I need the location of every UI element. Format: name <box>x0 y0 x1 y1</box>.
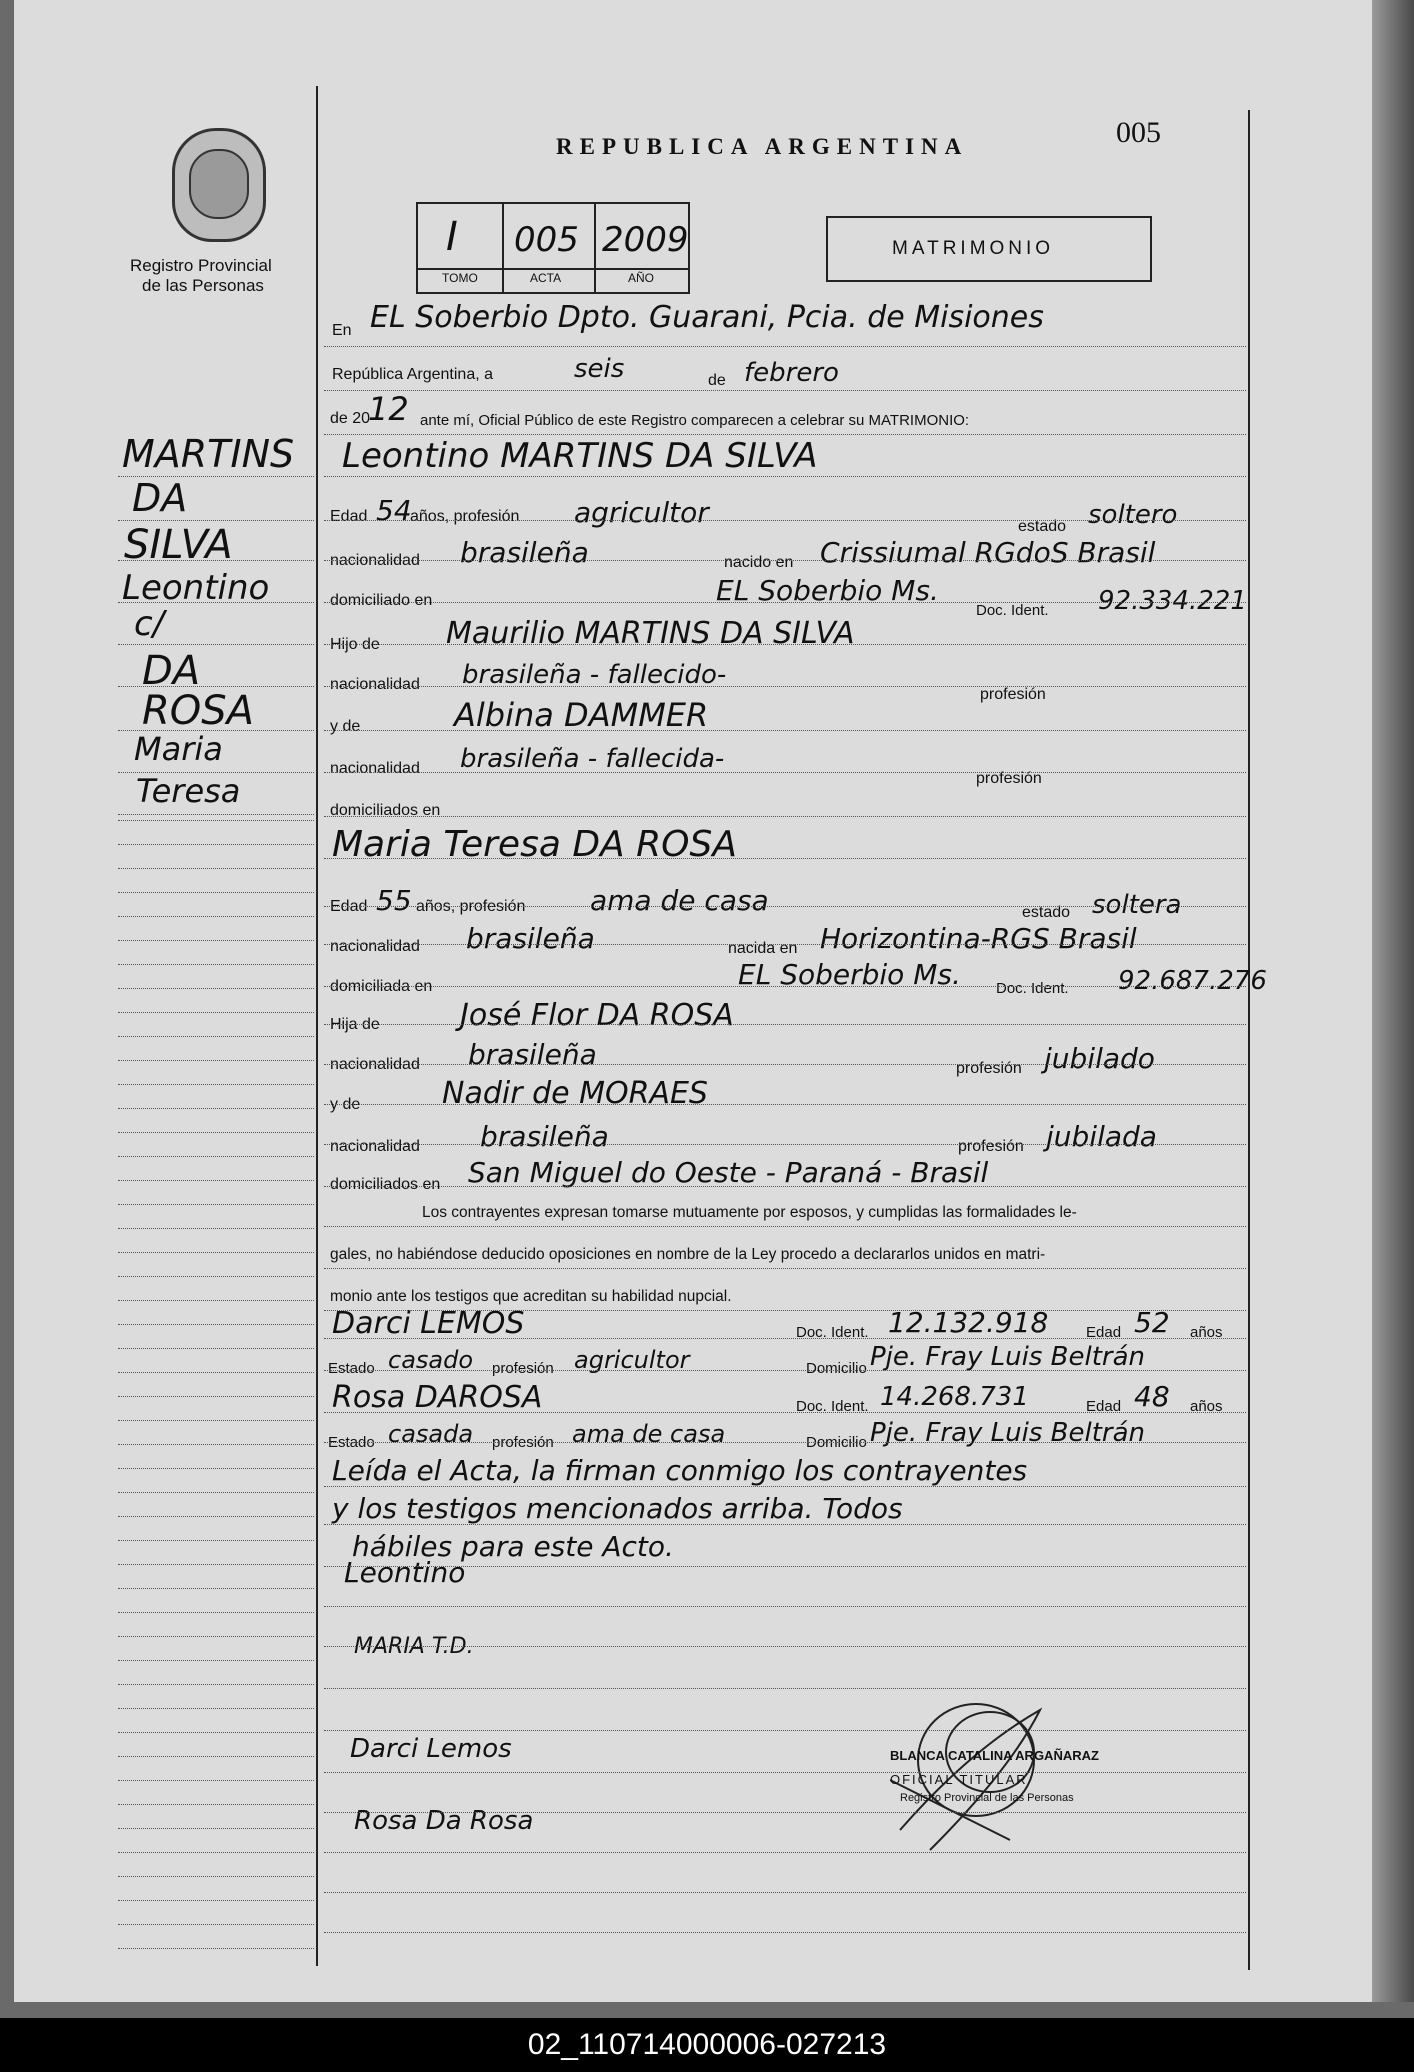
witness1-doc-label: Doc. Ident. <box>796 1324 869 1341</box>
ruled-line <box>324 730 1246 731</box>
ruled-line <box>324 1104 1246 1105</box>
bride-father-prof: jubilado <box>1044 1042 1155 1075</box>
bride-estado-label: estado <box>1022 904 1071 921</box>
margin-ruled-line <box>118 602 314 603</box>
groom-nat-label: nacionalidad <box>330 552 420 569</box>
signature-witness1: Darci Lemos <box>350 1734 512 1764</box>
margin-ruled-line <box>118 1612 314 1613</box>
bride-domicile: EL Soberbio Ms. <box>738 958 961 991</box>
margin-ruled-line <box>118 1372 314 1373</box>
ruled-line <box>324 816 1246 817</box>
book-spine <box>1372 0 1414 2002</box>
bride-born-label: nacida en <box>728 940 798 957</box>
margin-ruled-line <box>118 1108 314 1109</box>
doc-type-label: MATRIMONIO <box>892 238 1055 259</box>
ruled-line <box>324 1772 1246 1773</box>
groom-born-in: Crissiumal RGdoS Brasil <box>820 536 1156 569</box>
ruled-line <box>324 944 1246 945</box>
ruled-line <box>324 1730 1246 1731</box>
ruled-line <box>324 1606 1246 1607</box>
registry-name-line1: Registro Provincial <box>130 256 272 275</box>
bride-edad-label: Edad <box>330 898 368 915</box>
ruled-line <box>324 1566 1246 1567</box>
margin-ruled-line <box>118 988 314 989</box>
anio-label: AÑO <box>628 271 655 285</box>
margin-ruled-line <box>118 1396 314 1397</box>
ruled-line <box>324 1646 1246 1647</box>
image-code-footer: 02_110714000006-027213 <box>0 2018 1414 2072</box>
ruled-line <box>324 346 1246 347</box>
margin-divider <box>316 86 318 1966</box>
groom-mother-prof-label: profesión <box>976 770 1042 787</box>
margin-ruled-line <box>118 1804 314 1805</box>
closing-line3: hábiles para este Acto. <box>352 1530 674 1563</box>
declaration-line3: monio ante los testigos que acreditan su habilidad nupcial. <box>330 1288 732 1305</box>
declaration-line1: Los contrayentes expresan tomarse mutuamente por esposos, y cumplidas las formalidades le- <box>422 1204 1077 1221</box>
witness2-doc-label: Doc. Ident. <box>796 1398 869 1415</box>
bride-mother-prof: jubilada <box>1046 1120 1157 1153</box>
doc-type-box <box>826 216 1152 282</box>
month-value: febrero <box>744 358 839 388</box>
margin-ruled-line <box>118 686 314 687</box>
ruled-line <box>324 986 1246 987</box>
ruled-line <box>324 772 1246 773</box>
ruled-line <box>324 1412 1246 1413</box>
margin-ruled-line <box>118 1900 314 1901</box>
margin-ruled-line <box>118 1252 314 1253</box>
ruled-line <box>324 858 1246 859</box>
margin-ruled-line <box>118 1228 314 1229</box>
witness1-domicilio-label: Domicilio <box>806 1360 867 1377</box>
witness2-domicilio-label: Domicilio <box>806 1434 867 1451</box>
margin-ruled-line <box>118 1828 314 1829</box>
margin-ruled-line <box>118 476 314 477</box>
stamp-line1: BLANCA CATALINA ARGAÑARAZ <box>890 1748 1099 1763</box>
bride-nationality: brasileña <box>466 922 595 955</box>
ruled-line <box>324 644 1246 645</box>
witness1-estado: casado <box>388 1346 474 1374</box>
groom-doc: 92.334.221 <box>1098 586 1247 616</box>
groom-yde-label: y de <box>330 718 361 735</box>
ruled-line <box>324 1226 1246 1227</box>
margin-ruled-line <box>118 1156 314 1157</box>
margin-ruled-line <box>118 1564 314 1565</box>
witness1-edad-label: Edad <box>1086 1324 1122 1341</box>
witness1-prof-label: profesión <box>492 1360 554 1377</box>
ruled-line <box>324 906 1246 907</box>
signature-witness2: Rosa Da Rosa <box>354 1806 534 1836</box>
bride-doc: 92.687.276 <box>1118 966 1267 996</box>
country-heading: REPUBLICA ARGENTINA <box>556 134 969 159</box>
ruled-line <box>324 1338 1246 1339</box>
margin-ruled-line <box>118 1684 314 1685</box>
groom-father: Maurilio MARTINS DA SILVA <box>446 616 855 651</box>
margin-ruled-line <box>118 1084 314 1085</box>
margin-ruled-line <box>118 892 314 893</box>
margin-name-line: c/ <box>134 604 165 644</box>
groom-estado: soltero <box>1088 500 1178 530</box>
bride-nat-label: nacionalidad <box>330 938 420 955</box>
ruled-line <box>324 1852 1246 1853</box>
ruled-line <box>324 560 1246 561</box>
margin-name-line: MARTINS <box>122 432 295 476</box>
tomo-value: I <box>446 214 458 260</box>
groom-anos-prof-label: años, profesión <box>410 508 520 525</box>
margin-ruled-line <box>118 1636 314 1637</box>
witness1-name: Darci LEMOS <box>332 1306 525 1341</box>
acta-label: ACTA <box>530 271 562 285</box>
witness2-domicile: Pje. Fray Luis Beltrán <box>870 1418 1146 1448</box>
margin-ruled-line <box>118 940 314 941</box>
margin-ruled-line <box>118 814 314 815</box>
margin-ruled-line <box>118 1852 314 1853</box>
registry-name-line2: de las Personas <box>142 276 264 295</box>
de-label: de <box>708 372 726 389</box>
ruled-line <box>324 1442 1246 1443</box>
bride-estado: soltera <box>1092 890 1182 920</box>
margin-ruled-line <box>118 1876 314 1877</box>
bride-father: José Flor DA ROSA <box>460 998 734 1033</box>
bride-anos-prof-label: años, profesión <box>416 898 526 915</box>
margin-ruled-line <box>118 1444 314 1445</box>
groom-nationality: brasileña <box>460 536 589 569</box>
margin-ruled-line <box>118 1540 314 1541</box>
ruled-line <box>324 1144 1246 1145</box>
groom-father-prof-label: profesión <box>980 686 1046 703</box>
year-prefix: de 20 <box>330 410 371 427</box>
witness2-doc: 14.268.731 <box>880 1382 1029 1412</box>
margin-ruled-line <box>118 1324 314 1325</box>
groom-father-nat: brasileña - fallecido- <box>462 660 727 690</box>
bride-parents-domicile: San Miguel do Oeste - Paraná - Brasil <box>468 1156 989 1189</box>
bride-father-prof-label: profesión <box>956 1060 1022 1077</box>
groom-hijo-label: Hijo de <box>330 636 380 653</box>
margin-name-line: Leontino <box>122 568 270 608</box>
signature-groom: Leontino <box>344 1556 466 1589</box>
bride-mother: Nadir de MORAES <box>442 1076 708 1111</box>
margin-ruled-line <box>118 916 314 917</box>
margin-ruled-line <box>118 1036 314 1037</box>
bride-name: Maria Teresa DA ROSA <box>332 824 737 865</box>
margin-ruled-line <box>118 964 314 965</box>
bride-doms-label: domiciliados en <box>330 1176 441 1193</box>
witness2-anos-label: años <box>1190 1398 1223 1415</box>
tomo-label: TOMO <box>442 271 478 285</box>
margin-ruled-line <box>118 868 314 869</box>
ruled-line <box>324 1486 1246 1487</box>
groom-estado-label: estado <box>1018 518 1067 535</box>
groom-mother-nat: brasileña - fallecida- <box>460 744 725 774</box>
closing-line1: Leída el Acta, la firman conmigo los contrayentes <box>332 1454 1028 1487</box>
groom-mother: Albina DAMMER <box>454 696 709 734</box>
year-suffix: 12 <box>368 390 409 428</box>
witness1-anos-label: años <box>1190 1324 1223 1341</box>
anio-value: 2009 <box>602 220 689 260</box>
margin-ruled-line <box>118 1492 314 1493</box>
groom-dom-label: domiciliado en <box>330 592 433 609</box>
ruled-line <box>324 1064 1246 1065</box>
ruled-line <box>324 1186 1246 1187</box>
bride-born-in: Horizontina-RGS Brasil <box>820 922 1137 955</box>
bride-mother-prof-label: profesión <box>958 1138 1024 1155</box>
bride-profession: ama de casa <box>590 884 769 917</box>
ruled-line <box>324 1370 1246 1371</box>
margin-name-line: ROSA <box>142 688 255 734</box>
witness2-prof-label: profesión <box>492 1434 554 1451</box>
margin-name-line: Teresa <box>136 772 241 810</box>
witness2-age: 48 <box>1134 1380 1170 1413</box>
ruled-line <box>324 1932 1246 1933</box>
margin-ruled-line <box>118 1660 314 1661</box>
ruled-line <box>324 1892 1246 1893</box>
bride-hija-label: Hija de <box>330 1016 380 1033</box>
record-box <box>416 202 690 294</box>
signature-bride: MARIA T.D. <box>354 1634 474 1659</box>
witness2-estado-label: Estado <box>328 1434 375 1451</box>
margin-ruled-line <box>118 644 314 645</box>
groom-doms-label: domiciliados en <box>330 802 441 819</box>
ruled-line <box>324 1688 1246 1689</box>
margin-ruled-line <box>118 560 314 561</box>
groom-mother-nat-label: nacionalidad <box>330 760 420 777</box>
witness1-doc: 12.132.918 <box>888 1306 1049 1339</box>
bride-doc-label: Doc. Ident. <box>996 980 1069 997</box>
bride-father-nat-label: nacionalidad <box>330 1056 420 1073</box>
ruled-line <box>324 1812 1246 1813</box>
closing-line2: y los testigos mencionados arriba. Todos <box>332 1492 903 1525</box>
witness2-profession: ama de casa <box>572 1420 726 1448</box>
ruled-line <box>324 686 1246 687</box>
margin-name-line: Maria <box>134 730 223 768</box>
margin-ruled-line <box>118 730 314 731</box>
witness1-domicile: Pje. Fray Luis Beltrán <box>870 1342 1146 1372</box>
groom-name: Leontino MARTINS DA SILVA <box>342 436 818 476</box>
right-border <box>1248 110 1250 1970</box>
margin-ruled-line <box>118 1468 314 1469</box>
ruled-line <box>324 1268 1246 1269</box>
margin-name-line: DA <box>132 476 188 520</box>
margin-ruled-line <box>118 1588 314 1589</box>
ruled-line <box>324 602 1246 603</box>
groom-doc-label: Doc. Ident. <box>976 602 1049 619</box>
margin-ruled-line <box>118 1132 314 1133</box>
bride-mother-nat-label: nacionalidad <box>330 1138 420 1155</box>
bride-age: 55 <box>376 884 412 917</box>
ruled-line <box>324 390 1246 391</box>
page-number: 005 <box>1116 116 1161 149</box>
margin-ruled-line <box>118 1348 314 1349</box>
margin-ruled-line <box>118 820 314 821</box>
place-value: EL Soberbio Dpto. Guarani, Pcia. de Misiones <box>370 300 1044 335</box>
margin-ruled-line <box>118 1060 314 1061</box>
day-value: seis <box>574 354 625 384</box>
margin-ruled-line <box>118 1708 314 1709</box>
en-label: En <box>332 322 352 339</box>
groom-edad-label: Edad <box>330 508 368 525</box>
groom-domicile: EL Soberbio Ms. <box>716 574 939 607</box>
witness1-profession: agricultor <box>574 1346 690 1374</box>
margin-ruled-line <box>118 1276 314 1277</box>
witness2-estado: casada <box>388 1420 474 1448</box>
witness1-estado-label: Estado <box>328 1360 375 1377</box>
margin-ruled-line <box>118 1012 314 1013</box>
margin-ruled-line <box>118 844 314 845</box>
provincial-seal-logo <box>172 128 266 242</box>
margin-name-line: SILVA <box>124 522 233 568</box>
witness1-age: 52 <box>1134 1306 1170 1339</box>
margin-ruled-line <box>118 1756 314 1757</box>
margin-name-line: DA <box>142 648 201 694</box>
stamp-line3: Registro Provincial de las Personas <box>900 1792 1074 1804</box>
groom-father-nat-label: nacionalidad <box>330 676 420 693</box>
witness2-edad-label: Edad <box>1086 1398 1122 1415</box>
ruled-line <box>324 520 1246 521</box>
stamp-line2: OFICIAL TITULAR <box>890 1772 1028 1787</box>
ruled-line <box>324 476 1246 477</box>
witness2-name: Rosa DAROSA <box>332 1380 543 1415</box>
groom-age: 54 <box>376 494 412 527</box>
bride-dom-label: domiciliada en <box>330 978 433 995</box>
bride-mother-nat: brasileña <box>480 1120 609 1153</box>
ruled-line <box>324 434 1246 435</box>
margin-ruled-line <box>118 520 314 521</box>
margin-ruled-line <box>118 1420 314 1421</box>
register-page <box>14 0 1392 2002</box>
intro-text: ante mí, Oficial Público de este Registro comparecen a celebrar su MATRIMONIO: <box>420 412 970 429</box>
acta-value: 005 <box>514 220 579 260</box>
ruled-line <box>324 1524 1246 1525</box>
margin-ruled-line <box>118 1732 314 1733</box>
margin-ruled-line <box>118 1516 314 1517</box>
ruled-line <box>324 1024 1246 1025</box>
bride-father-nat: brasileña <box>468 1038 597 1071</box>
declaration-line2: gales, no habiéndose deducido oposiciones en nombre de la Ley procedo a declararlos unidos en matri- <box>330 1246 1046 1263</box>
republica-label: República Argentina, a <box>332 366 493 383</box>
margin-ruled-line <box>118 1180 314 1181</box>
margin-ruled-line <box>118 1780 314 1781</box>
margin-ruled-line <box>118 772 314 773</box>
ruled-line <box>324 1310 1246 1311</box>
margin-ruled-line <box>118 1948 314 1949</box>
bride-yde-label: y de <box>330 1096 361 1113</box>
margin-ruled-line <box>118 1204 314 1205</box>
margin-ruled-line <box>118 1924 314 1925</box>
margin-ruled-line <box>118 1300 314 1301</box>
groom-profession: agricultor <box>574 496 709 529</box>
groom-born-label: nacido en <box>724 554 794 571</box>
